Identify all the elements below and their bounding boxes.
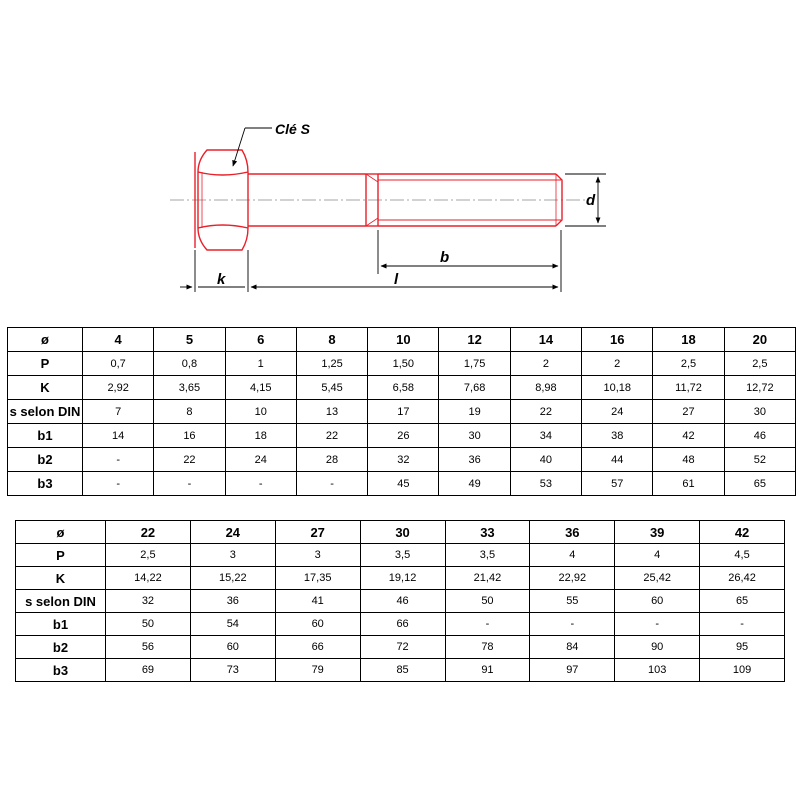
table-cell: 48	[653, 448, 724, 472]
table-cell: 69	[106, 659, 191, 682]
row-label: s selon DIN	[16, 590, 106, 613]
table-cell: -	[530, 613, 615, 636]
table-cell: 66	[360, 613, 445, 636]
row-label: P	[16, 544, 106, 567]
size-header: 39	[615, 521, 700, 544]
table-header-row	[16, 521, 785, 544]
size-header: 5	[154, 328, 225, 352]
table-cell: 44	[582, 448, 653, 472]
table-cell: 19	[439, 400, 510, 424]
table-cell: 46	[360, 590, 445, 613]
table-row	[8, 424, 796, 448]
table-cell: 26,42	[700, 567, 785, 590]
table-cell: 17,35	[275, 567, 360, 590]
table-cell: 2	[510, 352, 581, 376]
table-cell: -	[154, 472, 225, 496]
table-cell: -	[83, 472, 154, 496]
table-row	[8, 352, 796, 376]
row-label: K	[8, 376, 83, 400]
table-cell: 18	[225, 424, 296, 448]
table-cell: 7	[83, 400, 154, 424]
table-row	[16, 544, 785, 567]
size-header: 14	[510, 328, 581, 352]
table-cell: 19,12	[360, 567, 445, 590]
table-cell: 53	[510, 472, 581, 496]
table-cell: 66	[275, 636, 360, 659]
table-cell: 10,18	[582, 376, 653, 400]
table-cell: 2	[582, 352, 653, 376]
size-header: 36	[530, 521, 615, 544]
table-cell: 73	[190, 659, 275, 682]
size-header: 27	[275, 521, 360, 544]
row-label: b3	[8, 472, 83, 496]
table-cell: 28	[296, 448, 367, 472]
table-cell: 61	[653, 472, 724, 496]
dimension-table-2	[15, 520, 785, 682]
dimension-d-label: d	[586, 192, 596, 209]
table-cell: 36	[190, 590, 275, 613]
table-row	[8, 400, 796, 424]
table-cell: 13	[296, 400, 367, 424]
table-cell: 15,22	[190, 567, 275, 590]
table-cell: 60	[275, 613, 360, 636]
table-cell: 4	[615, 544, 700, 567]
table-cell: 65	[724, 472, 795, 496]
table-cell: 90	[615, 636, 700, 659]
wrench-callout	[233, 121, 311, 166]
table-cell: -	[83, 448, 154, 472]
table-header-row	[8, 328, 796, 352]
table-row	[16, 590, 785, 613]
table-cell: 52	[724, 448, 795, 472]
bolt-shank	[248, 174, 562, 226]
table-cell: 1,50	[368, 352, 439, 376]
table-cell: 54	[190, 613, 275, 636]
table-cell: 103	[615, 659, 700, 682]
row-label: b3	[16, 659, 106, 682]
table-cell: 32	[106, 590, 191, 613]
table-cell: 21,42	[445, 567, 530, 590]
size-header: 20	[724, 328, 795, 352]
table-cell: 14	[83, 424, 154, 448]
table-cell: 22	[154, 448, 225, 472]
table-cell: 22	[510, 400, 581, 424]
table-cell: 3	[190, 544, 275, 567]
table-cell: 3	[275, 544, 360, 567]
table-cell: 16	[154, 424, 225, 448]
diameter-header: ø	[16, 521, 106, 544]
table-cell: 22	[296, 424, 367, 448]
size-header: 30	[360, 521, 445, 544]
table-cell: -	[615, 613, 700, 636]
table-cell: 49	[439, 472, 510, 496]
table-cell: 32	[368, 448, 439, 472]
table-cell: 50	[445, 590, 530, 613]
table-cell: 4,5	[700, 544, 785, 567]
dimension-k-label: k	[217, 271, 226, 288]
table-cell: 50	[106, 613, 191, 636]
table-cell: 3,5	[360, 544, 445, 567]
table-cell: 8	[154, 400, 225, 424]
table-cell: 2,5	[724, 352, 795, 376]
table-cell: 91	[445, 659, 530, 682]
table-cell: 1,25	[296, 352, 367, 376]
table-cell: 79	[275, 659, 360, 682]
table-cell: 2,5	[653, 352, 724, 376]
table-cell: 22,92	[530, 567, 615, 590]
table-cell: 0,7	[83, 352, 154, 376]
size-header: 10	[368, 328, 439, 352]
row-label: b2	[8, 448, 83, 472]
wrench-label: Clé S	[275, 121, 311, 137]
bolt-drawing	[0, 0, 800, 300]
table-cell: -	[225, 472, 296, 496]
table-cell: 12,72	[724, 376, 795, 400]
table-cell: 41	[275, 590, 360, 613]
table-row	[16, 636, 785, 659]
table-cell: -	[296, 472, 367, 496]
table-cell: 4	[530, 544, 615, 567]
table-cell: 24	[582, 400, 653, 424]
row-label: s selon DIN	[8, 400, 83, 424]
table-cell: 56	[106, 636, 191, 659]
table-cell: 60	[615, 590, 700, 613]
table-cell: 46	[724, 424, 795, 448]
table-cell: 5,45	[296, 376, 367, 400]
table-cell: 72	[360, 636, 445, 659]
table-cell: 17	[368, 400, 439, 424]
table-row	[16, 567, 785, 590]
size-header: 4	[83, 328, 154, 352]
table-cell: 0,8	[154, 352, 225, 376]
dimension-l-label: l	[394, 271, 399, 288]
table-cell: 97	[530, 659, 615, 682]
table-cell: 36	[439, 448, 510, 472]
table-cell: 14,22	[106, 567, 191, 590]
table-cell: 1	[225, 352, 296, 376]
dimension-b	[378, 230, 561, 292]
table-cell: 57	[582, 472, 653, 496]
table-cell: 4,15	[225, 376, 296, 400]
size-header: 12	[439, 328, 510, 352]
table-cell: 78	[445, 636, 530, 659]
size-header: 16	[582, 328, 653, 352]
table-cell: -	[445, 613, 530, 636]
table-cell: 55	[530, 590, 615, 613]
table-cell: 6,58	[368, 376, 439, 400]
diameter-header: ø	[8, 328, 83, 352]
table-cell: 27	[653, 400, 724, 424]
dimension-table-1	[7, 327, 796, 496]
table-cell: 40	[510, 448, 581, 472]
table-cell: 25,42	[615, 567, 700, 590]
table-row	[16, 659, 785, 682]
table-row	[8, 448, 796, 472]
dimension-b-label: b	[440, 249, 450, 266]
table-cell: 30	[724, 400, 795, 424]
table-cell: 95	[700, 636, 785, 659]
table-row	[16, 613, 785, 636]
size-header: 24	[190, 521, 275, 544]
table-cell: 38	[582, 424, 653, 448]
table-cell: 7,68	[439, 376, 510, 400]
dimension-k-l	[180, 250, 558, 292]
row-label: b2	[16, 636, 106, 659]
table-cell: 85	[360, 659, 445, 682]
table-cell: 11,72	[653, 376, 724, 400]
table-row	[8, 376, 796, 400]
table-row	[8, 472, 796, 496]
table-cell: 60	[190, 636, 275, 659]
table-cell: 3,5	[445, 544, 530, 567]
row-label: b1	[8, 424, 83, 448]
table-cell: 42	[653, 424, 724, 448]
table-cell: 10	[225, 400, 296, 424]
table-cell: 26	[368, 424, 439, 448]
table-cell: 65	[700, 590, 785, 613]
row-label: b1	[16, 613, 106, 636]
size-header: 42	[700, 521, 785, 544]
size-header: 22	[106, 521, 191, 544]
table-cell: -	[700, 613, 785, 636]
size-header: 18	[653, 328, 724, 352]
table-cell: 1,75	[439, 352, 510, 376]
table-cell: 84	[530, 636, 615, 659]
table-cell: 45	[368, 472, 439, 496]
size-header: 33	[445, 521, 530, 544]
table-cell: 2,5	[106, 544, 191, 567]
table-cell: 8,98	[510, 376, 581, 400]
table-cell: 34	[510, 424, 581, 448]
size-header: 8	[296, 328, 367, 352]
row-label: K	[16, 567, 106, 590]
table-cell: 109	[700, 659, 785, 682]
table-cell: 3,65	[154, 376, 225, 400]
row-label: P	[8, 352, 83, 376]
size-header: 6	[225, 328, 296, 352]
table-cell: 2,92	[83, 376, 154, 400]
table-cell: 24	[225, 448, 296, 472]
table-cell: 30	[439, 424, 510, 448]
